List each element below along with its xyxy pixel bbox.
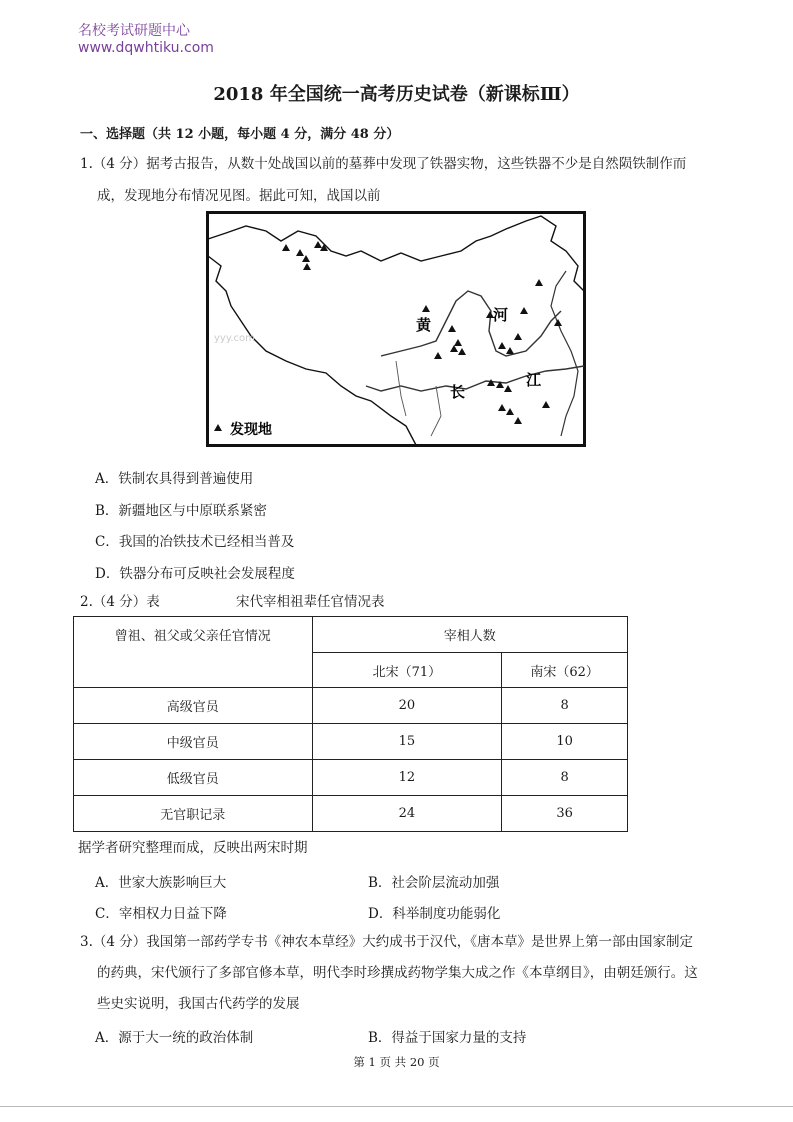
watermark-name: 名校考试研题中心 (78, 23, 190, 39)
q1-stem-line1: 1.（4 分）据考古报告，从数十处战国以前的墓葬中发现了铁器实物，这些铁器不少是自然陨铁制作而 (80, 156, 687, 172)
col1-header: 曾祖、祖父或父亲任官情况 (74, 617, 313, 688)
q3-stem-line1: 3.（4 分）我国第一部药学专书《神农本草经》大约成书于汉代，《唐本草》是世界上第一部由国家制定 (80, 934, 694, 950)
song-chancellor-table (73, 616, 628, 832)
total-pages: 20 (409, 1055, 425, 1069)
section-heading: 一、选择题（共 12 小题，每小题 4 分，满分 48 分） (80, 127, 400, 142)
bottom-divider (0, 1106, 793, 1107)
q3-option-a[interactable]: A．源于大一统的政治体制 (95, 1030, 254, 1046)
q2-option-a[interactable]: A．世家大族影响巨大 (95, 875, 227, 891)
yellow-river-label-2: 河 (493, 306, 509, 324)
yangtze-label-1: 长 (450, 383, 466, 401)
yellow-river-label-1: 黄 (416, 316, 432, 334)
south-count: 10 (502, 724, 628, 760)
map-svg (206, 211, 586, 447)
table-row (74, 724, 628, 760)
table-row (74, 796, 628, 832)
footer-suffix: 页 (428, 1055, 440, 1069)
yangtze-label-2: 江 (526, 371, 542, 389)
north-count: 24 (312, 796, 502, 832)
q2-option-b[interactable]: B．社会阶层流动加强 (368, 875, 500, 891)
table-row (74, 760, 628, 796)
south-count: 8 (502, 688, 628, 724)
row-label: 无官职记录 (74, 796, 313, 832)
q2-option-c[interactable]: C．宰相权力日益下降 (95, 906, 227, 922)
q3-option-b[interactable]: B．得益于国家力量的支持 (368, 1030, 527, 1046)
map-frame (208, 213, 585, 446)
north-count: 20 (312, 688, 502, 724)
legend-label: 发现地 (230, 422, 272, 438)
group-header: 宰相人数 (312, 617, 627, 653)
page-footer (0, 1054, 793, 1070)
q1-stem-line2: 成，发现地分布情况见图。据此可知，战国以前 (97, 188, 381, 204)
q3-stem-line3: 些史实说明，我国古代药学的发展 (97, 996, 300, 1012)
row-label: 中级官员 (74, 724, 313, 760)
q2-table-title: 宋代宰相祖辈任官情况表 (236, 594, 385, 610)
q1-option-d[interactable]: D．铁器分布可反映社会发展程度 (95, 566, 295, 582)
faint-watermark: yyy.com (214, 333, 255, 344)
watermark-url[interactable]: www.dqwhtiku.com (78, 40, 214, 56)
footer-prefix: 第 (353, 1055, 365, 1069)
q1-option-a[interactable]: A．铁制农具得到普遍使用 (95, 471, 254, 487)
iron-find-map (206, 211, 586, 447)
page-number: 1 (368, 1055, 376, 1069)
table-row (74, 688, 628, 724)
south-count: 8 (502, 760, 628, 796)
q2-option-d[interactable]: D．科举制度功能弱化 (368, 906, 501, 922)
q1-option-b[interactable]: B．新疆地区与中原联系紧密 (95, 503, 267, 519)
subheader-south-song: 南宋（62） (502, 653, 628, 688)
footer-middle: 页 共 (379, 1055, 407, 1069)
row-label: 低级官员 (74, 760, 313, 796)
q2-after-text: 据学者研究整理而成，反映出两宋时期 (78, 840, 308, 856)
north-count: 12 (312, 760, 502, 796)
north-count: 15 (312, 724, 502, 760)
south-count: 36 (502, 796, 628, 832)
row-label: 高级官员 (74, 688, 313, 724)
q3-stem-line2: 的药典，宋代颁行了多部官修本草，明代李时珍撰成药物学集大成之作《本草纲目》，由朝廷颁行。这 (97, 965, 698, 981)
q1-option-c[interactable]: C．我国的冶铁技术已经相当普及 (95, 534, 295, 550)
page-title: 2018 年全国统一高考历史试卷（新课标Ⅲ） (213, 84, 580, 105)
subheader-north-song: 北宋（71） (312, 653, 502, 688)
q2-stem: 2.（4 分）表 (80, 594, 160, 610)
